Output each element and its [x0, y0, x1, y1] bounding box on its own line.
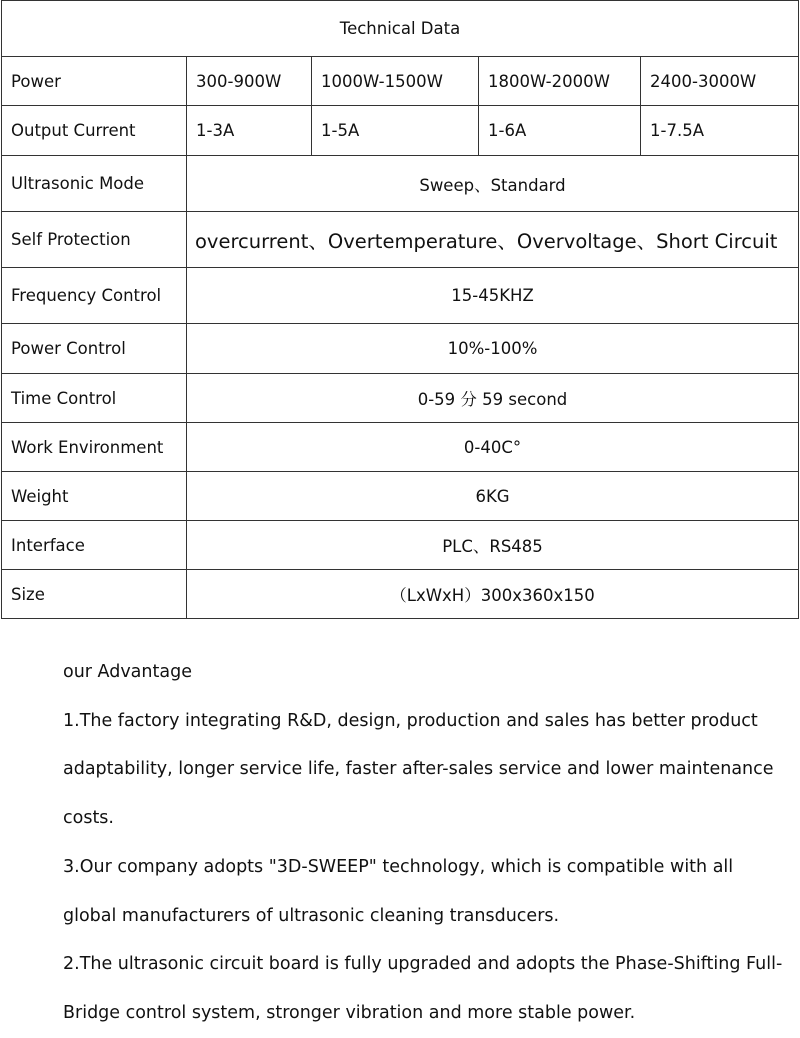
current-value: 1-3A — [187, 106, 312, 156]
row-label: Interface — [2, 521, 187, 570]
technical-data-table — [1, 0, 799, 619]
table-row-output-current — [2, 106, 799, 156]
table-row-weight — [2, 472, 799, 521]
table-row-work-environment — [2, 423, 799, 472]
table-title-row — [2, 1, 799, 57]
power-value: 300-900W — [187, 57, 312, 106]
row-label: Power — [2, 57, 187, 106]
table-row-power — [2, 57, 799, 106]
table-row-size — [2, 570, 799, 619]
current-value: 1-6A — [479, 106, 641, 156]
row-label: Self Protection — [2, 212, 187, 268]
row-value: overcurrent、Overtemperature、Overvoltage、Short Circuit — [187, 212, 799, 268]
row-label: Ultrasonic Mode — [2, 156, 187, 212]
row-label: Frequency Control — [2, 268, 187, 324]
row-label: Output Current — [2, 106, 187, 156]
advantage-paragraph: 2.The ultrasonic circuit board is fully upgraded and adopts the Phase-Shifting Full-Bridge control system, stronger vibration and more stable power. — [63, 954, 783, 1023]
row-label: Power Control — [2, 324, 187, 374]
row-value: 0-59 分 59 second — [187, 374, 799, 423]
advantage-section — [63, 648, 783, 1038]
table-title: Technical Data — [2, 1, 799, 57]
row-value: （LxWxH）300x360x150 — [187, 570, 799, 619]
advantage-heading: our Advantage — [63, 662, 192, 682]
row-label: Time Control — [2, 374, 187, 423]
row-value: Sweep、Standard — [187, 156, 799, 212]
power-value: 1800W-2000W — [479, 57, 641, 106]
row-value: PLC、RS485 — [187, 521, 799, 570]
row-label: Work Environment — [2, 423, 187, 472]
table-row-ultrasonic-mode — [2, 156, 799, 212]
table-row-power-control — [2, 324, 799, 374]
table-row-self-protection — [2, 212, 799, 268]
row-label: Size — [2, 570, 187, 619]
advantage-paragraph: 1.The factory integrating R&D, design, production and sales has better product adaptability, longer service life, faster after-sales service and lower maintenance costs. — [63, 710, 774, 829]
current-value: 1-7.5A — [641, 106, 799, 156]
row-label: Weight — [2, 472, 187, 521]
row-value: 0-40C° — [187, 423, 799, 472]
table-row-time-control — [2, 374, 799, 423]
row-value: 10%-100% — [187, 324, 799, 374]
table-row-interface — [2, 521, 799, 570]
row-value: 15-45KHZ — [187, 268, 799, 324]
advantage-paragraph: 3.Our company adopts "3D-SWEEP" technology, which is compatible with all global manufacturers of ultrasonic cleaning transducers. — [63, 856, 734, 926]
row-value: 6KG — [187, 472, 799, 521]
current-value: 1-5A — [312, 106, 479, 156]
power-value: 1000W-1500W — [312, 57, 479, 106]
power-value: 2400-3000W — [641, 57, 799, 106]
table-row-frequency-control — [2, 268, 799, 324]
